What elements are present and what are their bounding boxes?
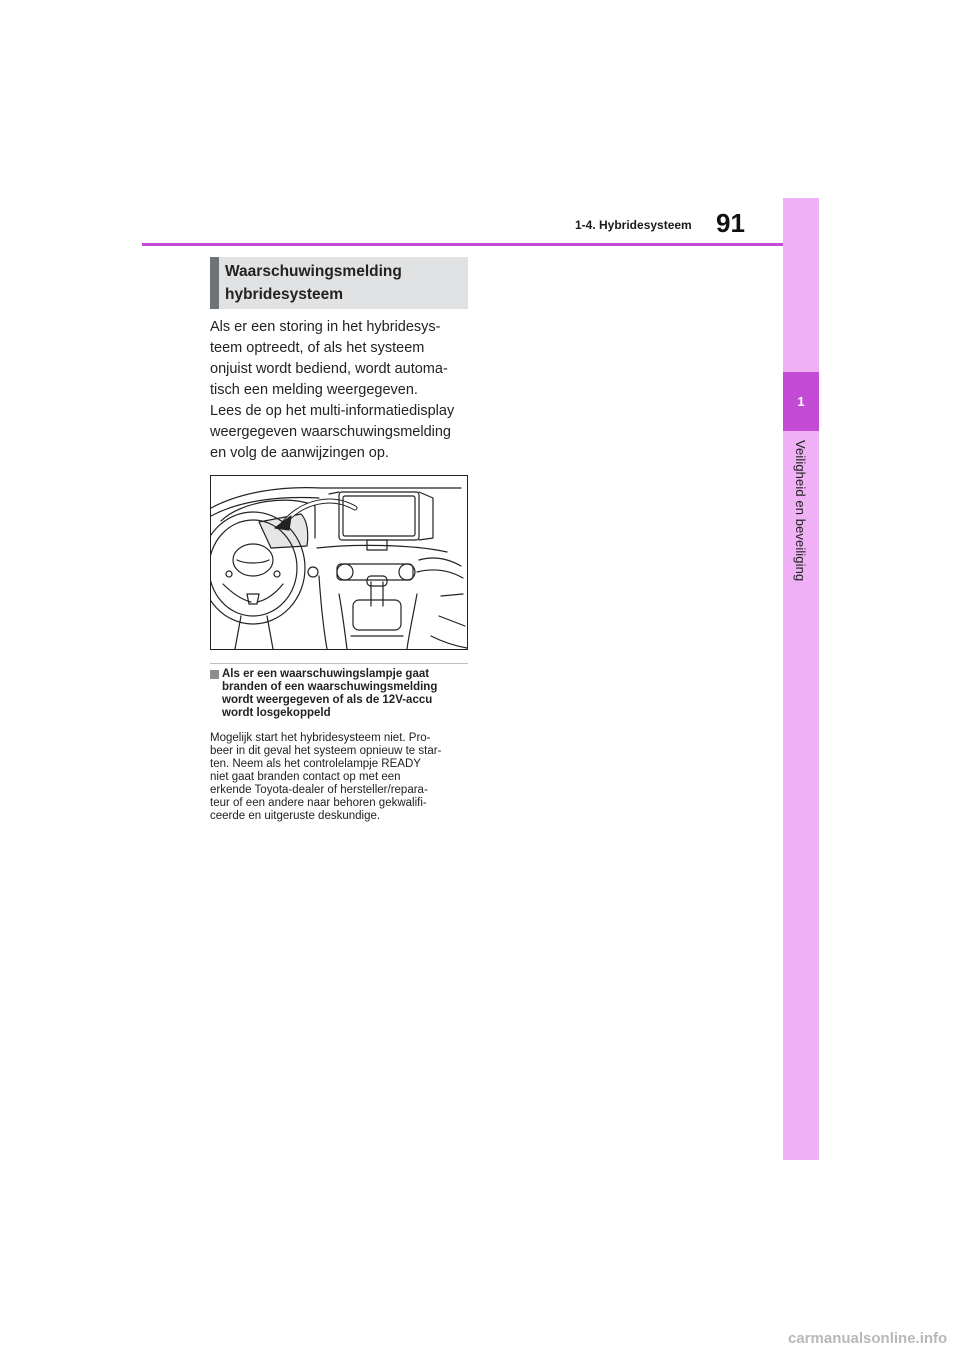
section-title-line-2: hybridesysteem [225,286,344,303]
note-heading-line: branden of een waarschuwingsmelding [222,681,438,693]
dashboard-drawing [211,476,467,649]
paragraph-line: Lees de op het multi-informatiedisplay [210,403,455,419]
note-divider [210,663,468,664]
note-heading-line: Als er een waarschuwingslampje gaat [222,668,430,680]
paragraph-line: Als er een storing in het hybridesys- [210,319,441,335]
paragraph-line: en volg de aanwijzingen op. [210,445,389,461]
chapter-label: Veiligheid en beveiliging [793,440,808,582]
section-title-box [210,257,468,309]
paragraph-line: teem optreedt, of als het systeem [210,340,425,356]
paragraph-2 [210,401,472,464]
note-body [210,732,472,823]
note-body-line: ten. Neem als het controlelampje READY [210,758,421,770]
note-heading-line: wordt weergegeven of als de 12V-accu [222,694,433,706]
note-body-line: niet gaat branden contact op met een [210,771,401,783]
chapter-side-tab [783,198,819,1160]
watermark-link[interactable]: carmanualsonline.info [788,1330,948,1347]
note-heading-line: wordt losgekoppeld [222,707,331,719]
paragraph-1 [210,317,472,401]
dashboard-illustration [210,475,468,650]
section-title-line-1: Waarschuwingsmelding [225,263,402,280]
paragraph-line: tisch een melding weergegeven. [210,382,418,398]
note-body-line: ceerde en uitgeruste deskundige. [210,810,381,822]
note-body-line: beer in dit geval het systeem opnieuw te star- [210,745,442,757]
section-header: 1-4. Hybridesysteem [575,218,692,232]
header-rule [142,243,783,246]
chapter-number-badge: 1 [783,372,819,431]
note-body-line: teur of een andere naar behoren gekwalifi- [210,797,427,809]
page-number: 91 [716,208,745,238]
note-bullet-square [210,670,219,679]
note-heading [222,668,472,720]
paragraph-line: weergegeven waarschuwingsmelding [210,424,451,440]
note-body-line: Mogelijk start het hybridesysteem niet. Pro- [210,732,431,744]
paragraph-line: onjuist wordt bediend, wordt automa- [210,361,448,377]
note-body-line: erkende Toyota-dealer of hersteller/repara- [210,784,428,796]
